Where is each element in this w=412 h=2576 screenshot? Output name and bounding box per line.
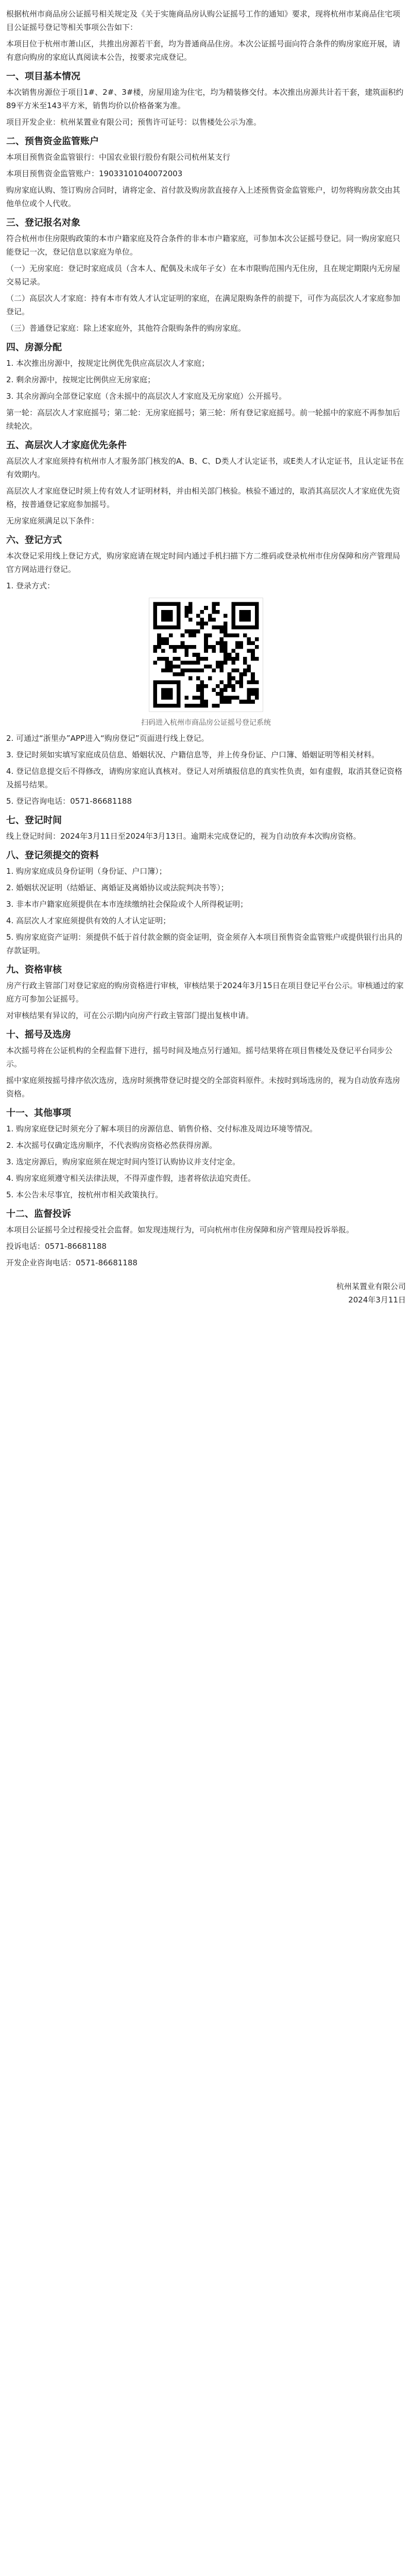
paragraph: 高层次人才家庭登记时须上传有效人才证明材料，并由相关部门核验。核验不通过的，取消其高层次人才家庭优先资格，按普通登记家庭参加摇号。 (6, 486, 401, 509)
section (6, 1027, 406, 1100)
intro-paragraph: 根据杭州市商品房公证摇号相关规定及《关于实施商品房认购公证摇号工作的通知》要求，现将杭州市某商品住宅项目公证摇号登记等相关事项公告如下： (6, 9, 401, 32)
paragraph: 房产行政主管部门对登记家庭的购房资格进行审核，审核结果于2024年3月15日在项目登记平台公示。审核通过的家庭方可参加公证摇号。 (6, 981, 404, 1004)
section (6, 962, 406, 1022)
section-title: 十二、监督投诉 (6, 1209, 71, 1219)
paragraph: 2. 本次摇号仅确定选房顺序，不代表购房资格必然获得房源。 (6, 1141, 217, 1150)
paragraph: 本项目预售资金监管账户：19033101040072003 (6, 169, 183, 178)
paragraph: 对审核结果有异议的，可在公示期内向房产行政主管部门提出复核申请。 (6, 1011, 254, 1020)
paragraph: 无房家庭须满足以下条件： (6, 516, 99, 526)
paragraph: 3. 登记时须如实填写家庭成员信息、婚姻状况、户籍信息等，并上传身份证、户口簿、婚姻证明等相关材料。 (6, 750, 380, 759)
paragraph: 4. 高层次人才家庭须提供有效的人才认定证明； (6, 916, 171, 925)
section (6, 69, 406, 129)
section (6, 340, 406, 433)
qr-code-wrapper (6, 598, 406, 712)
paragraph: 第一轮：高层次人才家庭摇号；第二轮：无房家庭摇号；第三轮：所有登记家庭摇号。前一轮摇中的家庭不再参加后续轮次。 (6, 408, 401, 431)
paragraph: 1. 本次推出房源中，按规定比例优先供应高层次人才家庭； (6, 359, 210, 368)
paragraph: （一）无房家庭：登记时家庭成员（含本人、配偶及未成年子女）在本市限购范围内无住房，且在规定期限内无房屋交易记录。 (6, 264, 401, 286)
paragraph: 5. 购房家庭资产证明：须提供不低于首付款金额的资金证明，资金须存入本项目预售资金监管账户或提供银行出具的存款证明。 (6, 933, 403, 955)
paragraph: 开发企业咨询电话：0571-86681188 (6, 1258, 138, 1267)
paragraph: 2. 可通过“浙里办”APP进入“购房登记”页面进行线上登记。 (6, 734, 209, 743)
paragraph: 3. 非本市户籍家庭须提供在本市连续缴纳社会保险或个人所得税证明； (6, 900, 248, 909)
paragraph: 3. 选定房源后，购房家庭须在规定时间内签订认购协议并支付定金。 (6, 1157, 241, 1166)
paragraph: 1. 购房家庭成员身份证明（身份证、户口簿）； (6, 867, 167, 876)
paragraph: 符合杭州市住房限购政策的本市户籍家庭及符合条件的非本市户籍家庭，可参加本次公证摇号登记。同一购房家庭只能登记一次，登记信息以家庭为单位。 (6, 234, 401, 257)
section-title: 二、预售资金监管账户 (6, 136, 99, 147)
paragraph: 本次登记采用线上登记方式，购房家庭请在规定时间内通过手机扫描下方二维码或登录杭州市住房保障和房产管理局官方网站进行登记。 (6, 551, 401, 574)
signature-company: 杭州某置业有限公司 (336, 1282, 406, 1291)
section-title: 四、房源分配 (6, 342, 62, 353)
signature-block (6, 1280, 406, 1307)
paragraph: 投诉电话：0571-86681188 (6, 1242, 107, 1251)
paragraph: 1. 购房家庭登记时须充分了解本项目的房源信息、销售价格、交付标准及周边环境等情况。 (6, 1124, 318, 1133)
qr-caption: 扫码进入杭州市商品房公证摇号登记系统 (141, 719, 271, 727)
section-title: 十一、其他事项 (6, 1108, 71, 1118)
section (6, 533, 406, 592)
section-title: 七、登记时间 (6, 815, 62, 826)
paragraph: 5. 本公告未尽事宜，按杭州市相关政策执行。 (6, 1190, 163, 1199)
qr-code-icon[interactable] (149, 598, 263, 712)
paragraph: 高层次人才家庭须持有杭州市人才服务部门核发的A、B、C、D类人才认定证书，或E类人才认定证书，且认定证书在有效期内。 (6, 456, 404, 479)
intro-paragraph: 本项目位于杭州市萧山区，共推出房源若干套，均为普通商品住房。本次公证摇号面向符合条件的购房家庭开展，请有意向购房的家庭认真阅读本公告，按要求完成登记。 (6, 39, 401, 62)
paragraph: 本项目公证摇号全过程接受社会监督。如发现违规行为，可向杭州市住房保障和房产管理局投诉举报。 (6, 1225, 354, 1234)
section-title: 八、登记须提交的资料 (6, 850, 99, 861)
announcement-body-part-b (6, 732, 406, 1269)
section (6, 732, 406, 808)
paragraph: 项目开发企业：杭州某置业有限公司；预售许可证号：以售楼处公示为准。 (6, 117, 262, 127)
paragraph: 3. 其余房源向全部登记家庭（含未摇中的高层次人才家庭及无房家庭）公开摇号。 (6, 392, 287, 401)
section (6, 848, 406, 957)
section-title: 三、登记报名对象 (6, 217, 80, 228)
section-title: 一、项目基本情况 (6, 71, 80, 82)
section (6, 215, 406, 335)
section (6, 134, 406, 210)
section (6, 438, 406, 528)
paragraph: 线上登记时间：2024年3月11日至2024年3月13日。逾期未完成登记的，视为自动放弃本次购房资格。 (6, 832, 361, 841)
section-title: 十、摇号及选房 (6, 1029, 71, 1040)
paragraph: 5. 登记咨询电话：0571-86681188 (6, 796, 132, 806)
signature-date: 2024年3月11日 (348, 1295, 406, 1304)
paragraph: 购房家庭认购、签订购房合同时，请将定金、首付款及购房款直接存入上述预售资金监管账户，切勿将购房款交由其他单位或个人代收。 (6, 185, 401, 208)
paragraph: 本次销售房源位于项目1#、2#、3#楼，房屋用途为住宅，均为精装修交付。本次推出房源共计若干套，建筑面积约89平方米至143平方米，销售均价以价格备案为准。 (6, 88, 404, 110)
paragraph: 2. 婚姻状况证明（结婚证、离婚证及离婚协议或法院判决书等）； (6, 883, 229, 892)
paragraph: 1. 登录方式： (6, 581, 55, 590)
section (6, 1207, 406, 1269)
section (6, 1106, 406, 1201)
paragraph: 摇中家庭须按摇号排序依次选房，选房时须携带登记时提交的全部资料原件。未按时到场选房的，视为自动放弃选房资格。 (6, 1076, 401, 1098)
paragraph: 本项目预售资金监管银行：中国农业银行股份有限公司杭州某支行 (6, 152, 231, 162)
paragraph: （二）高层次人才家庭：持有本市有效人才认定证明的家庭，在满足限购条件的前提下，可作为高层次人才家庭参加登记。 (6, 294, 401, 316)
paragraph: 4. 登记信息提交后不得修改，请购房家庭认真核对。登记人对所填报信息的真实性负责，如有虚假，取消其登记资格及摇号结果。 (6, 767, 403, 789)
paragraph: 本次摇号将在公证机构的全程监督下进行，摇号时间及地点另行通知。摇号结果将在项目售楼处及登记平台同步公示。 (6, 1046, 393, 1069)
paragraph: （三）普通登记家庭：除上述家庭外，其他符合限购条件的购房家庭。 (6, 324, 246, 333)
section-title: 九、资格审核 (6, 964, 62, 975)
section (6, 813, 406, 843)
paragraph: 2. 剩余房源中，按规定比例供应无房家庭； (6, 375, 156, 384)
paragraph: 4. 购房家庭须遵守相关法律法规，不得弄虚作假，违者将依法追究责任。 (6, 1174, 256, 1183)
section-title: 五、高层次人才家庭优先条件 (6, 440, 127, 451)
announcement-body-part-a (6, 7, 406, 592)
section-title: 六、登记方式 (6, 535, 62, 546)
